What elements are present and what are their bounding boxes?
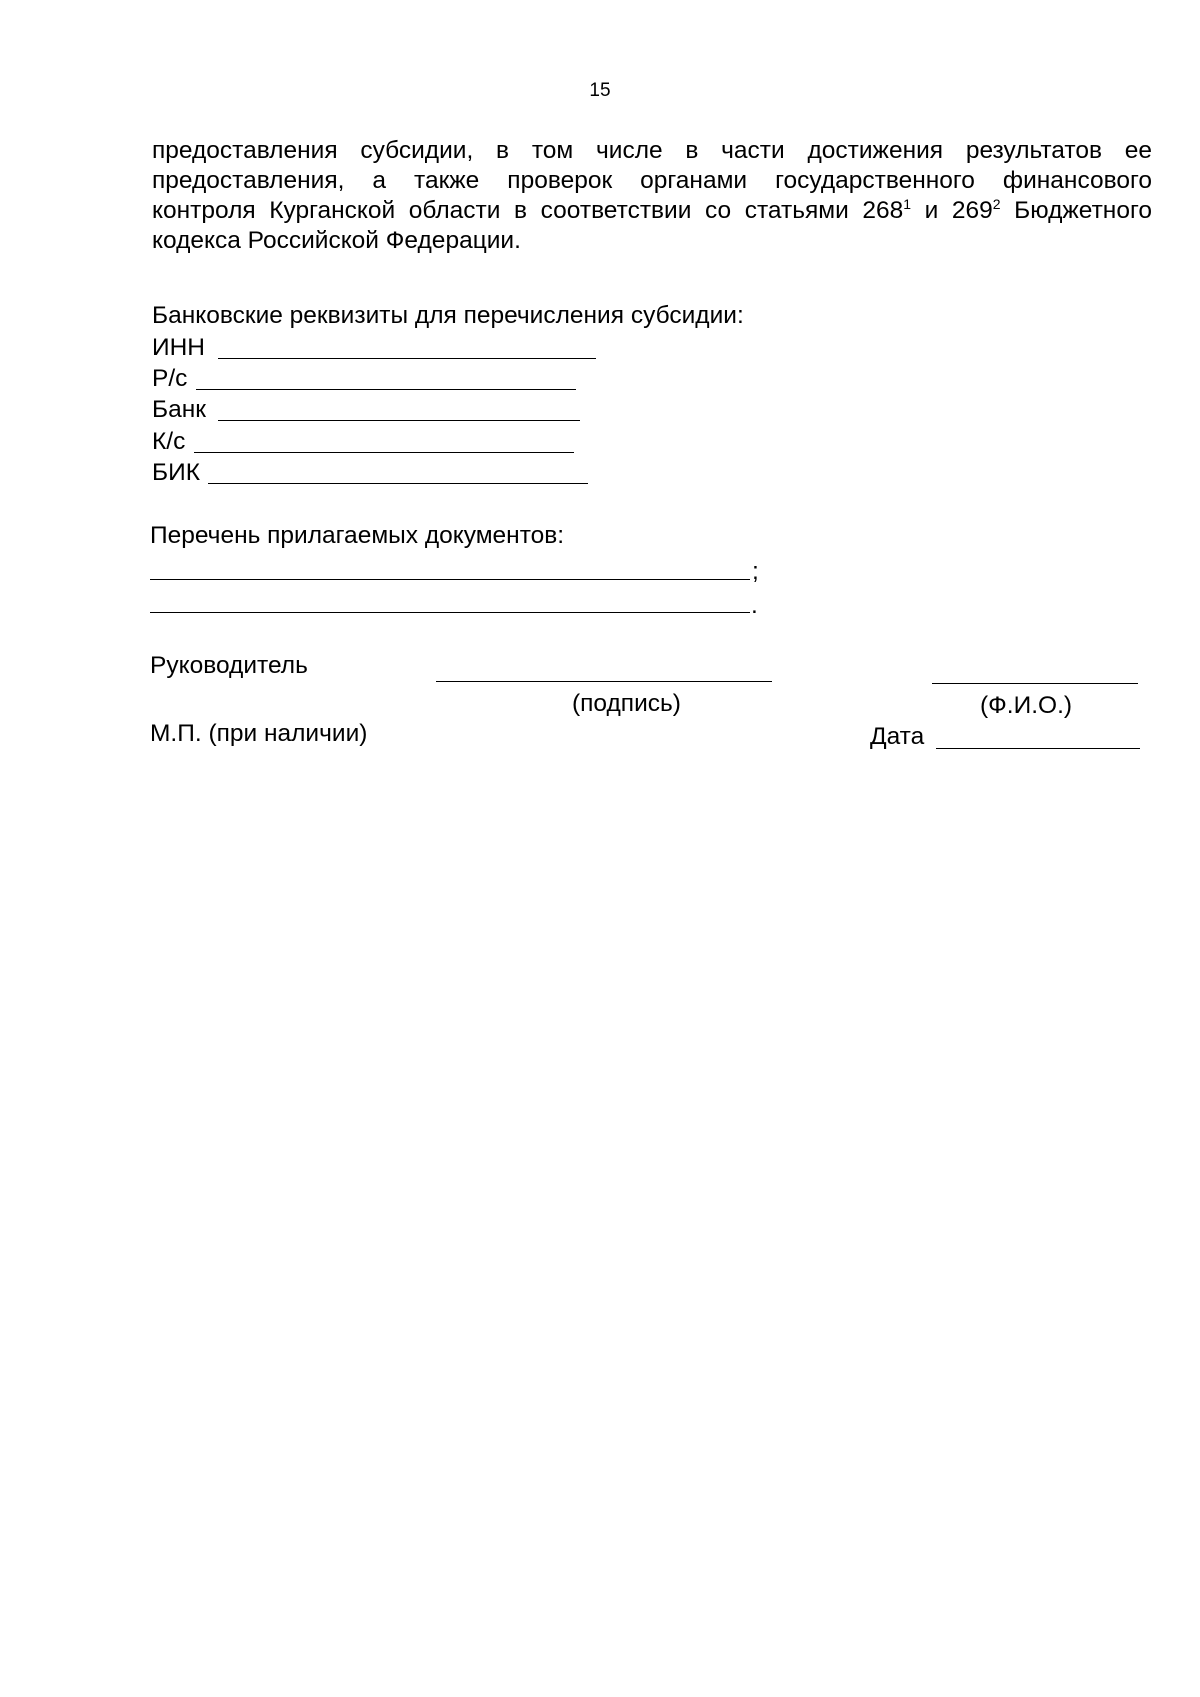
bik-label: БИК — [152, 459, 200, 486]
head-label: Руководитель — [150, 652, 308, 679]
corr-account-label: К/с — [152, 428, 186, 455]
name-caption: (Ф.И.О.) — [980, 692, 1073, 719]
superscript-1: 1 — [903, 195, 912, 212]
date-field[interactable] — [936, 748, 1140, 749]
signature-caption: (подпись) — [572, 690, 681, 717]
account-field[interactable] — [196, 389, 576, 390]
document-line-1-end: ; — [752, 558, 759, 585]
inn-label: ИНН — [152, 334, 205, 361]
document-line-2[interactable] — [150, 612, 750, 613]
inn-field[interactable] — [218, 358, 596, 359]
stamp-label: М.П. (при наличии) — [150, 720, 368, 747]
page-number: 15 — [589, 80, 611, 101]
paragraph-line-3-part-b: и 269 — [911, 197, 993, 224]
superscript-2: 2 — [992, 195, 1001, 212]
name-line[interactable] — [932, 683, 1138, 684]
documents-heading: Перечень прилагаемых документов: — [150, 522, 565, 549]
bik-field[interactable] — [208, 483, 588, 484]
paragraph-line-3-part-c: Бюджетного — [1000, 197, 1152, 224]
corr-account-field[interactable] — [194, 452, 574, 453]
bank-field[interactable] — [218, 420, 580, 421]
signature-line[interactable] — [436, 681, 772, 682]
paragraph-line-1: предоставления субсидии, в том числе в части достижения результатов ее — [152, 137, 1152, 164]
paragraph-line-3-part-a: контроля Курганской области в соответствии со статьями 268 — [152, 197, 904, 224]
paragraph-line-3 — [152, 196, 1152, 226]
account-label: Р/с — [152, 365, 188, 392]
document-line-1[interactable] — [150, 579, 750, 580]
bank-details-heading: Банковские реквизиты для перечисления субсидии: — [152, 302, 744, 329]
paragraph-line-4: кодекса Российской Федерации. — [152, 227, 521, 254]
paragraph-line-2: предоставления, а также проверок органами государственного финансового — [152, 167, 1152, 194]
date-label: Дата — [870, 723, 925, 750]
document-line-2-end: . — [751, 592, 758, 619]
bank-label: Банк — [152, 396, 206, 423]
body-paragraph — [152, 136, 1152, 256]
